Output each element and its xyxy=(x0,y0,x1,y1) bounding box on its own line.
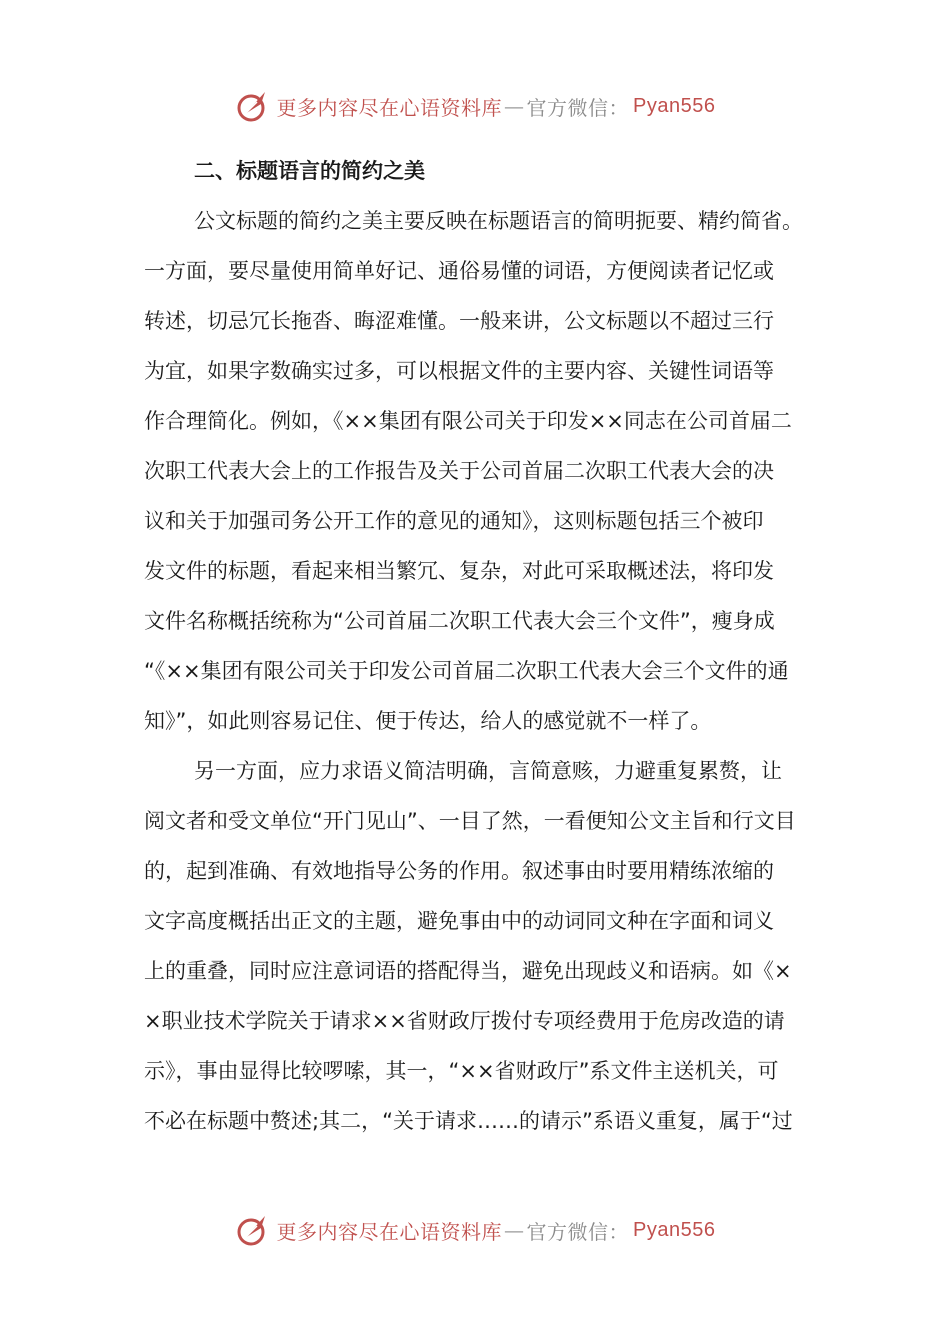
banner-separator: — xyxy=(504,94,525,118)
banner-wechat-id: Pyan556 xyxy=(633,94,716,117)
text-line: 次职工代表大会上的工作报告及关于公司首届二次职工代表大会的决 xyxy=(144,459,774,483)
text-line: 上的重叠，同时应注意词语的搭配得当，避免出现歧义和语病。如《× xyxy=(144,959,792,983)
text-line: 发文件的标题，看起来相当繁冗、复杂，对此可采取概述法，将印发 xyxy=(144,559,774,583)
banner-text: 更多内容尽在心语资料库 xyxy=(276,95,503,120)
banner-wechat-label: 官方微信： xyxy=(526,95,630,120)
text-line: 的，起到准确、有效地指导公务的作用。叙述事由时要用精练浓缩的 xyxy=(144,859,774,883)
banner-text: 更多内容尽在心语资料库 xyxy=(276,1219,503,1244)
text-line: 议和关于加强司务公开工作的意见的通知》，这则标题包括三个被印 xyxy=(144,509,764,533)
text-line: 知》”，如此则容易记住、便于传达，给人的感觉就不一样了。 xyxy=(144,709,712,733)
document-body xyxy=(144,146,810,1146)
text-line: 不必在标题中赘述;其二，“关于请求……的请示”系语义重复，属于“过 xyxy=(144,1109,793,1133)
section-heading: 二、标题语言的简约之美 xyxy=(194,159,425,183)
banner-wechat-label: 官方微信： xyxy=(526,1219,630,1244)
text-line: 作合理简化。例如，《××集团有限公司关于印发××同志在公司首届二 xyxy=(144,409,792,433)
footer-banner xyxy=(0,1208,950,1252)
text-line: 文字高度概括出正文的主题，避免事由中的动词同文种在字面和词义 xyxy=(144,909,774,933)
text-line: 另一方面，应力求语义简洁明确，言简意赅，力避重复累赘，让 xyxy=(194,759,782,783)
quill-logo-icon xyxy=(235,88,271,124)
text-line: 一方面，要尽量使用简单好记、通俗易懂的词语，方便阅读者记忆或 xyxy=(144,259,774,283)
banner-wechat-id: Pyan556 xyxy=(633,1218,716,1241)
text-line: 转述，切忌冗长拖沓、晦涩难懂。一般来讲，公文标题以不超过三行 xyxy=(144,309,774,333)
header-banner xyxy=(0,84,950,128)
text-line: 阅文者和受文单位“开门见山”、一目了然，一看便知公文主旨和行文目 xyxy=(144,809,796,833)
text-line: 文件名称概括统称为“公司首届二次职工代表大会三个文件”，瘦身成 xyxy=(144,609,775,633)
text-line: “《××集团有限公司关于印发公司首届二次职工代表大会三个文件的通 xyxy=(144,659,789,683)
quill-logo-icon xyxy=(235,1212,271,1248)
banner-separator: — xyxy=(504,1218,525,1242)
text-line: 示》，事由显得比较啰嗦，其一，“××省财政厅”系文件主送机关，可 xyxy=(144,1059,779,1083)
text-line: 为宜，如果字数确实过多，可以根据文件的主要内容、关键性词语等 xyxy=(144,359,774,383)
text-line: ×职业技术学院关于请求××省财政厅拨付专项经费用于危房改造的请 xyxy=(144,1009,785,1033)
text-line: 公文标题的简约之美主要反映在标题语言的简明扼要、精约简省。 xyxy=(194,209,803,233)
